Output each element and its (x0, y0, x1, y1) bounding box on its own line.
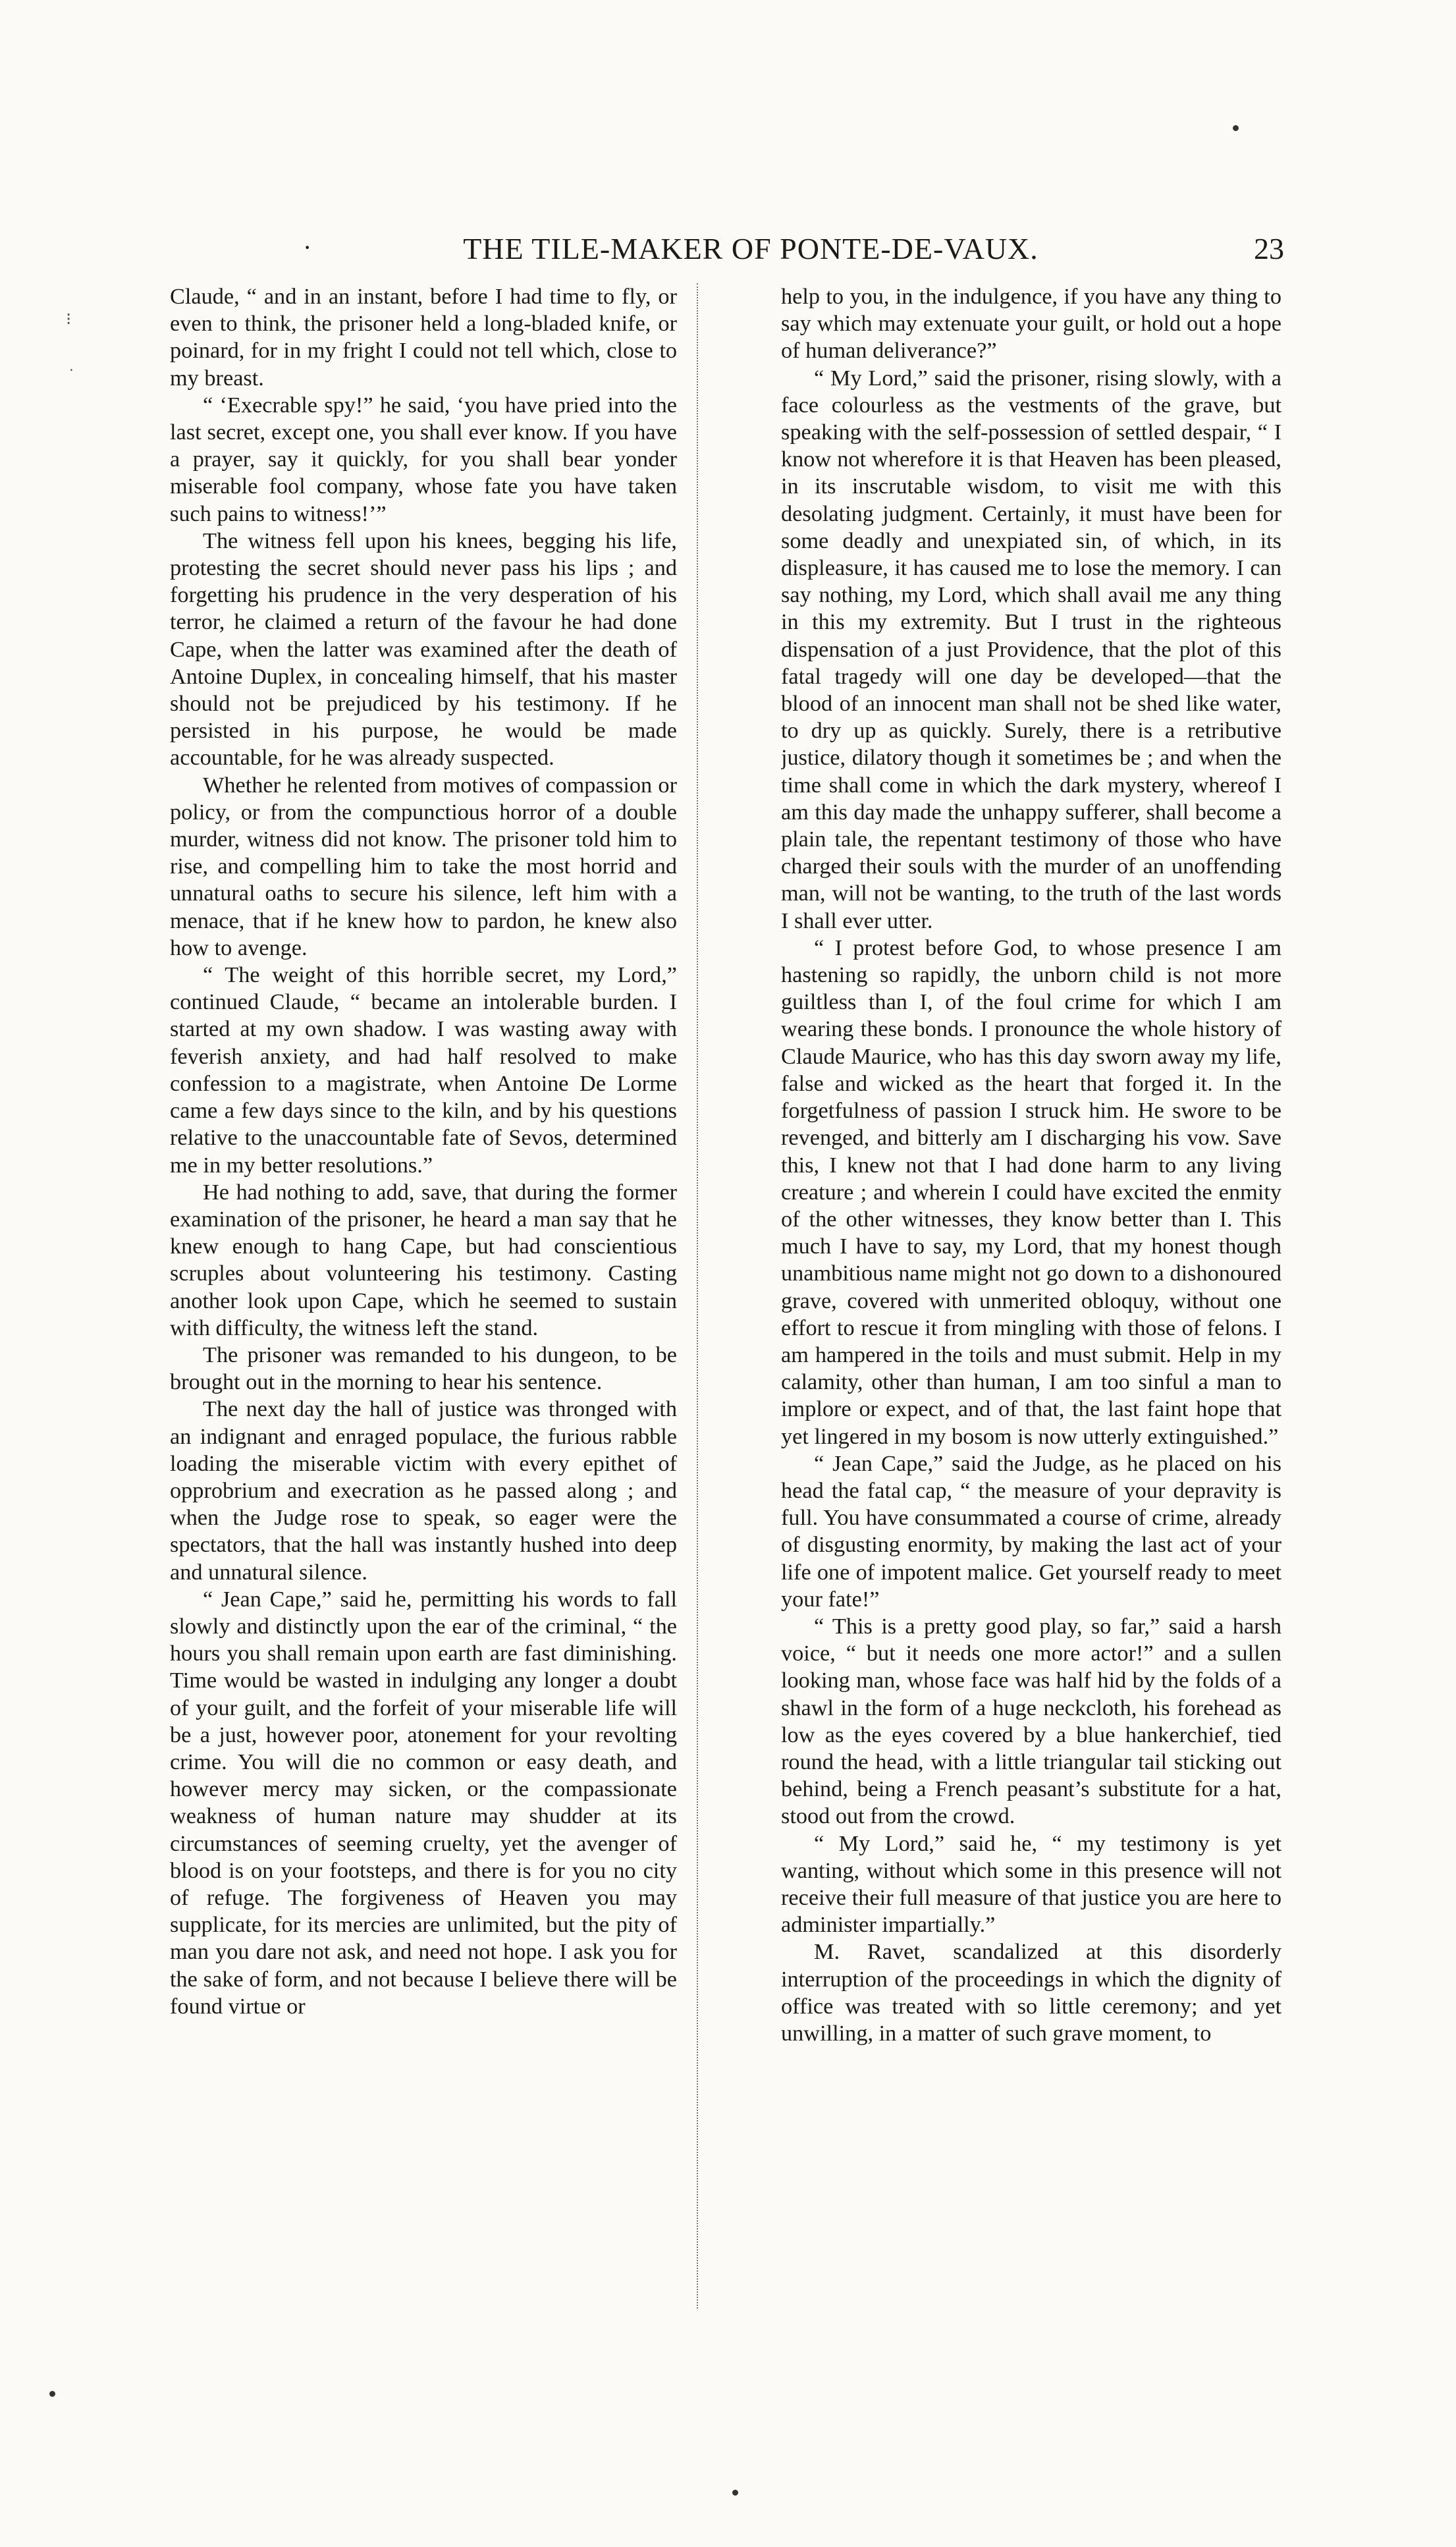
paragraph: “ I protest before God, to whose presence I am hastening so rapidly, the unborn child is not more guiltless than I, of the foul crime for which I am wearing these bonds. I pronounce the whole history of Claude Maurice, who has this day sworn away my life, false and wicked as the heart that forged it. In the forgetfulness of passion I struck him. He swore to be revenged, and bitterly am I discharging his vow. Save this, I knew not that I had done harm to any living creature ; and wherein I could have excited the enmity of the other witnesses, they know better than I. This much I have to say, my Lord, that my honest though unambitious name might not go down to a dishonoured grave, covered with unmerited obloquy, without one effort to rescue it from mingling with those of felons. I am hampered in the toils and must submit. Help in my calamity, other than human, I am too sinful a man to implore or expect, and of that, the last faint hope that yet lingered in my bosom is now utterly extinguished.” (781, 935, 1281, 1449)
left-column (170, 283, 677, 2351)
paragraph: “ My Lord,” said the prisoner, rising slowly, with a face colourless as the vestments of the grave, but speaking with the self-possession of settled despair, “ I know not wherefore it is that Heaven has been pleased, in its inscrutable wisdom, to visit me with this desolating judgment. Certainly, it must have been for some deadly and unexpiated sin, of which, in its displeasure, it has caused me to lose the memory. I can say nothing, my Lord, which shall avail me any thing in this my extremity. But I trust in the righteous dispensation of a just Providence, that the plot of this fatal tragedy will one day be developed—that the blood of an innocent man shall not be shed like water, to dry up as quickly. Surely, there is a retributive justice, dilatory though it sometimes be ; and when the time shall come in which the dark mystery, whereof I am this day made the unhappy sufferer, shall become a plain tale, the repentant testimony of those who have charged their souls with the murder of an unoffending man, will not be wanting, to the truth of the last words I shall ever utter. (781, 365, 1281, 933)
print-speck (1233, 125, 1239, 131)
paragraph: M. Ravet, scandalized at this disorderly interruption of the proceedings in which the dignity of office was treated with so little ceremony; and yet unwilling, in a matter of such grave moment, to (781, 1939, 1281, 2046)
paragraph: “ The weight of this horrible secret, my Lord,” continued Claude, “ became an intolerable burden. I started at my own shadow. I was wasting away with feverish anxiety, and had half resolved to make confession to a magistrate, when Antoine De Lorme came a few days since to the kiln, and by his questions relative to the unaccountable fate of Sevos, determined me in my better resolutions.” (170, 962, 677, 1178)
paragraph: help to you, in the indulgence, if you have any thing to say which may extenuate your guilt, or hold out a hope of human deliverance?” (781, 284, 1281, 364)
paragraph: The witness fell upon his knees, begging his life, protesting the secret should never pass his lips ; and forgetting his prudence in the very desperation of his terror, he claimed a return of the favour he had done Cape, when the latter was examined after the death of Antoine Duplex, in concealing himself, that his master should not be prejudiced by his testimony. If he persisted in his purpose, he would be made accountable, for he was already suspected. (170, 528, 677, 771)
paragraph: The prisoner was remanded to his dungeon, to be brought out in the morning to hear his sentence. (170, 1342, 677, 1395)
right-column (781, 283, 1281, 2351)
paragraph: Claude, “ and in an instant, before I had time to fly, or even to think, the prisoner held a long-bladed knife, or poinard, for in my fright I could not tell which, close to my breast. (170, 284, 677, 391)
paragraph: “ This is a pretty good play, so far,” said a harsh voice, “ but it needs one more actor!” and a sullen looking man, whose face was half hid by the folds of a shawl in the form of a huge neckcloth, his forehead as low as the eyes covered by a blue hankerchief, tied round the head, with a little triangular tail sticking out behind, being a French peasant’s substitute for a hat, stood out from the crowd. (781, 1613, 1281, 1829)
paragraph: “ Jean Cape,” said the Judge, as he placed on his head the fatal cap, “ the measure of your depravity is full. You have consummated a course of crime, already of disgusting enormity, by making the last act of your life one of impotent malice. Get yourself ready to meet your fate!” (781, 1450, 1281, 1612)
paragraph: He had nothing to add, save, that during the former examination of the prisoner, he heard a man say that he knew enough to hang Cape, but had conscientious scruples about volunteering his testimony. Casting another look upon Cape, which he seemed to sustain with difficulty, the witness left the stand. (170, 1179, 677, 1340)
page-number: 23 (1254, 232, 1284, 265)
page-header (217, 229, 1284, 269)
paragraph: “ My Lord,” said he, “ my testimony is yet wanting, without which some in this presence will not receive their full measure of that justice you are here to administer impartially.” (781, 1830, 1281, 1938)
paragraph: “ ‘Execrable spy!” he said, ‘you have pried into the last secret, except one, you shall ever know. If you have a prayer, say it quickly, for you shall bear yonder miserable fool company, whose fate you have taken such pains to witness!’” (170, 392, 677, 526)
paragraph: Whether he relented from motives of compassion or policy, or from the compunctious horror of a double murder, witness did not know. The prisoner told him to rise, and compelling him to take the most horrid and unnatural oaths to secure his silence, left him with a menace, that if he knew how to pardon, he knew also how to avenge. (170, 772, 677, 960)
print-speck (732, 2490, 738, 2496)
running-title: THE TILE-MAKER OF PONTE-DE-VAUX. (463, 232, 1038, 265)
print-speck (49, 2391, 55, 2397)
column-divider (697, 283, 698, 2309)
margin-mark: ˙ (68, 366, 74, 385)
paragraph: The next day the hall of justice was thronged with an indignant and enraged populace, the furious rabble loading the miserable victim with every epithet of opprobrium and execration as he passed along ; and when the Judge rose to speak, so eager were the spectators, that the hall was instantly hushed into deep and unnatural silence. (170, 1396, 677, 1585)
margin-mark: ⁝ (66, 310, 72, 329)
header-dot: · (303, 233, 312, 262)
paragraph: “ Jean Cape,” said he, permitting his words to fall slowly and distinctly upon the ear of the criminal, “ the hours you shall remain upon earth are fast diminishing. Time would be wasted in indulging any longer a doubt of your guilt, and the forfeit of your miserable life will be a just, however poor, atonement for your revolting crime. You will die no common or easy death, and however mercy may sicken, or the compassionate weakness of human nature may shudder at its circumstances of seeming cruelty, yet the avenger of blood is on your footsteps, and there is for you no city of refuge. The forgiveness of Heaven you may supplicate, for its mercies are unlimited, but the pity of man you dare not ask, and need not hope. I ask you for the sake of form, and not because I believe there will be found virtue or (170, 1586, 677, 2019)
